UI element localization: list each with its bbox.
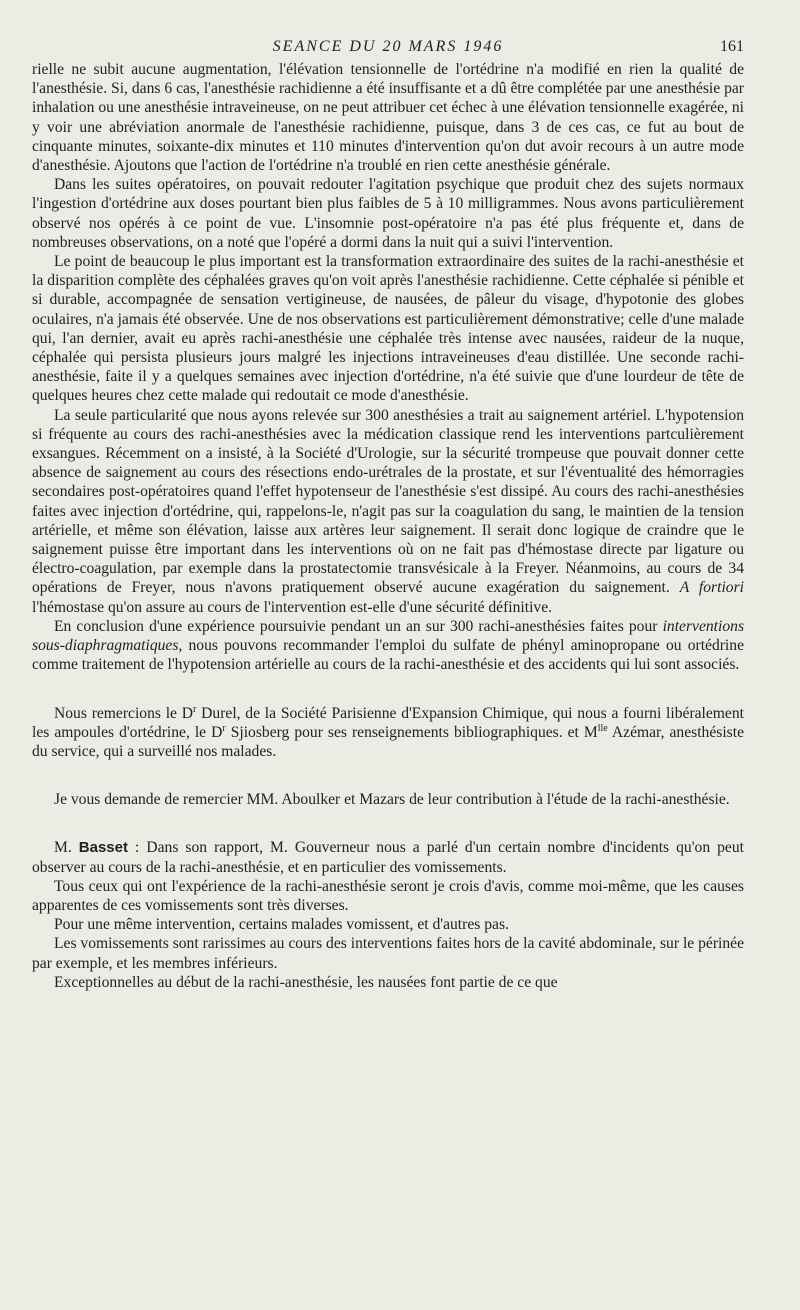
page-number: 161 [720,38,744,55]
paragraph-anesthesia-quality: rielle ne subit aucune augmentation, l'élévation tensionnelle de l'ortédrine n'a modifié en rien la qualité de l'anesthésie. Si, dans 6 cas, l'anesthésie rachidienne a été insuffisante et a dû être complétée par une anesthésie par inhalation ou une anesthésie intraveineuse, on ne peut attribuer cet échec à une élévation tensionnelle exagérée, ni y voir une abréviation anormale de l'anesthésie rachidienne, puisque, dans 3 de ces cas, ce fut au bout de cinquante minutes, soixante-dix minutes et 110 minutes d'intervention qu'on dut avoir recours à un autre mode d'anesthésie. Ajoutons que l'action de l'ortédrine n'a troublé en rien cette anesthésie générale. [32,61,744,175]
bleeding-text-end: l'hémostase qu'on assure au cours de l'intervention est-elle d'une sécurité définitive. [32,598,553,616]
speaker-name: Basset [78,839,128,857]
basset-text: : Dans son rapport, M. Gouverneur nous a parlé d'un certain nombre d'incidents qu'on peut observer au cours de la rachi-anesthésie, et en particulier des vomissements. [32,839,744,876]
thanks-part-1: Nous remercions le D [54,704,194,722]
paragraph-postoperative: Dans les suites opératoires, on pouvait redouter l'agitation psychique que produit chez des sujets normaux l'ingestion d'ortédrine aux doses pourtant bien plus faibles de 5 à 10 milligrammes. Nous avons particulièrement observé nos opérés à ce point de vue. L'insomnie post-opératoire n'a pas été plus fréquente et, dans de nombreuses observations, on a noté que l'opéré a dormi dans la nuit qui a suivi l'intervention. [32,176,744,251]
thanks-sup-1: r [193,703,197,715]
page-header [32,0,744,60]
conclusion-italic: interventions sous-diaphragmatiques, [32,617,745,655]
conclusion-start: En conclusion d'une expérience poursuivie pendant un an sur 300 rachi-anesthésies faites pour [54,617,658,635]
speaker-prefix: M. [54,839,72,857]
body-text [32,60,744,992]
conclusion-end: nous pouvons recommander l'emploi du sulfate de phényl aminopropane ou ortédrine comme traitement de l'hypotension artérielle au cours de la rachi-anesthésie et des accidents qui lui sont associés. [32,637,744,674]
thanks-part-3: Sjiosberg pour ses renseignements bibliographiques. et M [230,723,598,741]
paragraph-headache: Le point de beaucoup le plus important est la transformation extraordinaire des suites de la rachi-anesthésie et la disparition complète des céphalées graves qu'on voit après l'anesthésie rachidienne. Cette céphalée si pénible et si durable, accompagnée de sensation vertigineuse, de nausées, de pâleur du visage, d'hypotonie des globes oculaires, n'a jamais été observée. Une de nos observations est particulièrement démonstrative; celle d'une malade qui, l'an dernier, avait eu après rachi-anesthésie une céphalée très intense avec nausées, raideur de la nuque, céphalée qui persista plusieurs jours malgré les injections intraveineuses d'eau distillée. Une seconde rachi-anesthésie, faite il y a quelques semaines avec injection d'ortédrine, n'a été suivie que d'une lourdeur de tête de quelques heures chez cette malade qui redoutait ce mode d'anesthésie. [32,253,744,405]
paragraph-basset [32,838,744,876]
paragraph-basset-3: Pour une même intervention, certains malades vomissent, et d'autres pas. [54,916,509,934]
paragraph-basset-4: Les vomissements sont rarissimes au cours des interventions faites hors de la cavité abdominale, sur le périnée par exemple, et les membres inférieurs. [32,935,744,972]
thanks-sup-2: r [222,722,226,734]
running-title: SEANCE DU 20 MARS 1946 [272,38,504,55]
thanks-sup-3: lle [597,722,608,734]
a-fortiori: A fortiori [679,579,744,597]
paragraph-acknowledgments [32,704,744,762]
paragraph-basset-5: Exceptionnelles au début de la rachi-anesthésie, les nausées font partie de ce que [54,973,558,991]
bleeding-text: La seule particularité que nous ayons relevée sur 300 anesthésies a trait au saignement artériel. L'hypotension si fréquente au cours des rachi-anesthésies avec la médication classique rend les interventions partculièrement exsangues. Récemment on a insisté, à la Société d'Urologie, sur la sécurité trompeuse que pouvait donner cette absence de saignement au cours des résections endo-urétrales de la prostate, et sur l'éventualité des hémorragies secondaires post-opératoires quand l'effet hypotenseur de l'anesthésie s'est dissipé. Au cours des rachi-anesthésies faites avec injection d'ortédrine, qui, rappelons-le, n'agit pas sur la coagulation du sang, le maintien de la tension artérielle, et même son élévation, laisse aux artères leur saignement. Il serait donc logique de craindre que le saignement puisse être important dans les interventions où on ne fait pas d'hémostase directe par ligature ou électro-coagulation, par exemple dans la prostatectomie transvésicale à la Freyer. Néanmoins, au cours de 34 opérations de Freyer, nous n'avons pratiquement observé aucune exagération du saignement. [32,406,744,597]
paragraph-conclusion [32,617,744,675]
paragraph-bleeding [32,406,744,617]
paragraph-basset-2: Tous ceux qui ont l'expérience de la rachi-anesthésie seront je crois d'avis, comme moi-même, que les causes apparentes de ces vomissements sont très diverses. [32,877,744,914]
thanks-part-2: Durel, de la Société Parisienne d'Expansion Chimique, qui nous a fourni libéralement les ampoules d'ortédrine, le D [32,704,744,741]
thanks-part-4: Azémar, anesthésiste du service, qui a surveillé nos malades. [32,723,744,760]
paragraph-request: Je vous demande de remercier MM. Aboulker et Mazars de leur contribution à l'étude de la rachi-anesthésie. [54,791,730,809]
